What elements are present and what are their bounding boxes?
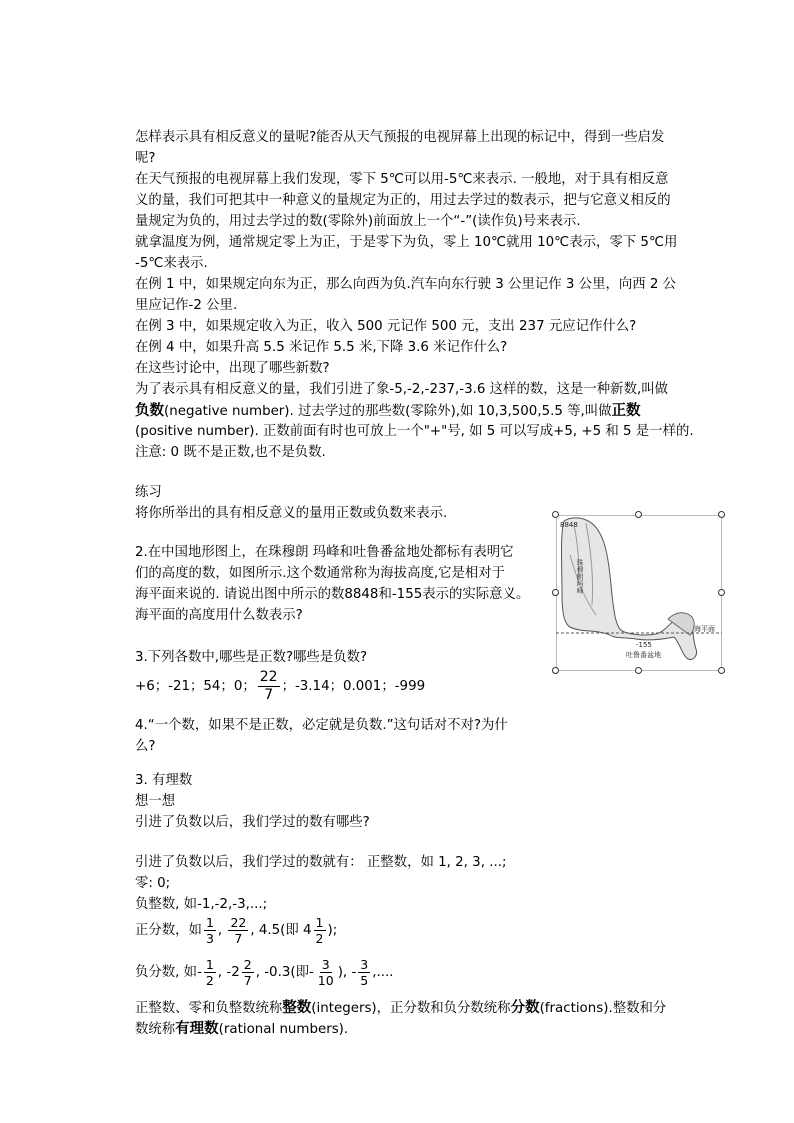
fraction (228, 915, 248, 946)
intro-line-1: 怎样表示具有相反意义的量呢?能否从天气预报的电视屏幕上出现的标记中，得到一些启发 (135, 130, 665, 145)
negative-fractions-a: 负分数, 如- (135, 965, 202, 980)
q2-line-3: 海平面来说的. 请说出图中所示的数8848和-155表示的实际意义。 (135, 587, 530, 602)
basin-name: 吐鲁番盆地 (626, 651, 661, 659)
sea-label: 海平面 (694, 625, 715, 633)
q4-line-1: 4.“一个数，如果不是正数，必定就是负数.”这句话对不对?为什 (135, 718, 508, 733)
negative-fractions-c: , -0.3(即- (255, 965, 314, 980)
intro-line-14 (135, 401, 641, 422)
practice-task-1: 将你所举出的具有相反意义的量用正数或负数来表示. (135, 506, 448, 521)
intro-line-3: 在天气预报的电视屏幕上我们发现，零下 5℃可以用-5℃来表示. 一般地，对于具有相反意 (135, 172, 669, 187)
resize-handle-se[interactable] (718, 667, 725, 674)
term-integers: 整数 (282, 1000, 312, 1016)
rational-heading: 3. 有理数 (135, 773, 193, 788)
denominator: 10 (317, 972, 334, 988)
intro-line-4: 义的量，我们可把其中一种意义的量规定为正的，用过去学过的数表示，把与它意义相反的 (135, 193, 671, 208)
numerator: 22 (259, 668, 278, 685)
numerator: 2 (243, 956, 252, 972)
positive-fractions-a: 正分数，如 (135, 923, 202, 938)
q2-line-1: 2.在中国地形图上，在珠穆朗 玛峰和吐鲁番盆地处都标有表明它 (135, 545, 514, 560)
denominator: 2 (205, 972, 214, 988)
fraction (204, 915, 216, 946)
answer-intro: 引进了负数以后，我们学过的数就有： 正整数，如 1, 2, 3, ...; (135, 855, 507, 870)
positive-fractions-line (135, 912, 337, 950)
term-negative: 负数 (135, 403, 164, 419)
q2-line-4: 海平面的高度用什么数表示? (135, 608, 303, 623)
separator: , (217, 923, 223, 938)
q2-line-2: 们的高度的数，如图所示.这个数通常称为海拔高度,它是相对于 (135, 566, 506, 581)
positive-fractions-b: , 4.5(即 4 (250, 923, 312, 938)
zero-line: 零: 0; (135, 876, 171, 891)
intro-line-11: 在例 4 中，如果升高 5.5 米记作 5.5 米,下降 3.6 米记作什么? (135, 340, 508, 355)
fraction (242, 957, 254, 988)
denominator: 5 (360, 972, 369, 988)
resize-handle-ne[interactable] (718, 511, 725, 518)
negative-fractions-b: , -2 (217, 965, 240, 980)
summary-2-a: 数统称 (135, 1022, 176, 1037)
resize-handle-s[interactable] (635, 667, 642, 674)
fraction (204, 957, 216, 988)
peak-name: 珠穆朗玛峰 (576, 559, 584, 594)
q4-line-2: 么? (135, 739, 156, 754)
intro-line-16: 注意: 0 既不是正数,也不是负数. (135, 445, 326, 460)
summary-1-a: 正整数、零和负整数统称 (135, 1001, 283, 1016)
fraction (314, 915, 326, 946)
denominator: 7 (264, 686, 274, 703)
resize-handle-e[interactable] (718, 589, 725, 596)
term-fractions: 分数 (510, 1000, 540, 1016)
rational-question: 引进了负数以后，我们学过的数有哪些? (135, 815, 370, 830)
intro-line-15: (positive number). 正数前面有时也可放上一个"+"号, 如 5 可以写成+5, +5 和 5 是一样的. (135, 424, 694, 439)
q3-numbers (135, 668, 425, 706)
resize-handle-n[interactable] (635, 511, 642, 518)
term-positive: 正数 (611, 403, 641, 419)
numerator: 22 (230, 914, 247, 930)
summary-line-1 (135, 998, 666, 1019)
term-rational: 有理数 (175, 1021, 219, 1037)
intro-line-5: 量规定为负的，用过去学过的数(零除外)前面放上一个“-”(读作负)号来表示. (135, 214, 581, 229)
intro-line-8: 在例 1 中，如果规定向东为正，那么向西为负.汽车向东行驶 3 公里记作 3 公里，向西 2 公 (135, 277, 677, 292)
peak-label: 8848 (560, 521, 578, 529)
intro-line-6: 就拿温度为例，通常规定零上为正，于是零下为负，零上 10℃就用 10℃表示，零下 5℃用 (135, 235, 678, 250)
negative-fractions-d: ), - (337, 965, 357, 980)
negative-fractions-line (135, 954, 394, 992)
intro-line-14-text: (negative number). 过去学过的那些数(零除外),如 10,3,500,5.5 等,叫做 (164, 404, 612, 419)
resize-handle-w[interactable] (552, 589, 559, 596)
intro-line-2: 呢? (135, 151, 156, 166)
negative-fractions-e: ,.... (372, 965, 394, 980)
summary-1-c: (fractions).整数和分 (539, 1001, 667, 1016)
q3-numbers-b: ；-3.14；0.001；-999 (281, 679, 426, 694)
think-heading: 想一想 (135, 794, 176, 809)
terrain-illustration (556, 515, 722, 671)
denominator: 7 (243, 972, 252, 988)
intro-line-12: 在这些讨论中，出现了哪些新数? (135, 361, 330, 376)
intro-line-9: 里应记作-2 公里. (135, 298, 238, 313)
summary-2-b: (rational numbers). (218, 1022, 349, 1037)
intro-line-10: 在例 3 中，如果规定收入为正，收入 500 元记作 500 元，支出 237 元应记作什么? (135, 319, 637, 334)
q3-line: 3.下列各数中,哪些是正数?哪些是负数? (135, 650, 368, 665)
resize-handle-sw[interactable] (552, 667, 559, 674)
numerator: 1 (205, 956, 214, 972)
resize-handle-nw[interactable] (552, 511, 559, 518)
fraction (258, 669, 280, 704)
denominator: 3 (205, 930, 214, 946)
terrain-figure[interactable] (556, 515, 722, 671)
numerator: 1 (315, 914, 324, 930)
numerator: 1 (205, 914, 214, 930)
numerator: 3 (321, 956, 330, 972)
denominator: 7 (234, 930, 243, 946)
intro-line-13: 为了表示具有相反意义的量，我们引进了象-5,-2,-237,-3.6 这样的数，这是一种新数,叫做 (135, 382, 669, 397)
practice-heading: 练习 (135, 485, 162, 500)
fraction (316, 957, 336, 988)
basin-value: -155 (636, 641, 652, 649)
q3-numbers-a: +6；-21；54；0； (135, 679, 256, 694)
positive-fractions-c: ); (327, 923, 338, 938)
summary-1-b: (integers)，正分数和负分数统称 (311, 1001, 511, 1016)
summary-line-2 (135, 1019, 348, 1040)
fraction (358, 957, 370, 988)
intro-line-7: -5℃来表示. (135, 256, 208, 271)
negative-integers-line: 负整数, 如-1,-2,-3,...; (135, 897, 268, 912)
denominator: 2 (315, 930, 324, 946)
numerator: 3 (360, 956, 369, 972)
